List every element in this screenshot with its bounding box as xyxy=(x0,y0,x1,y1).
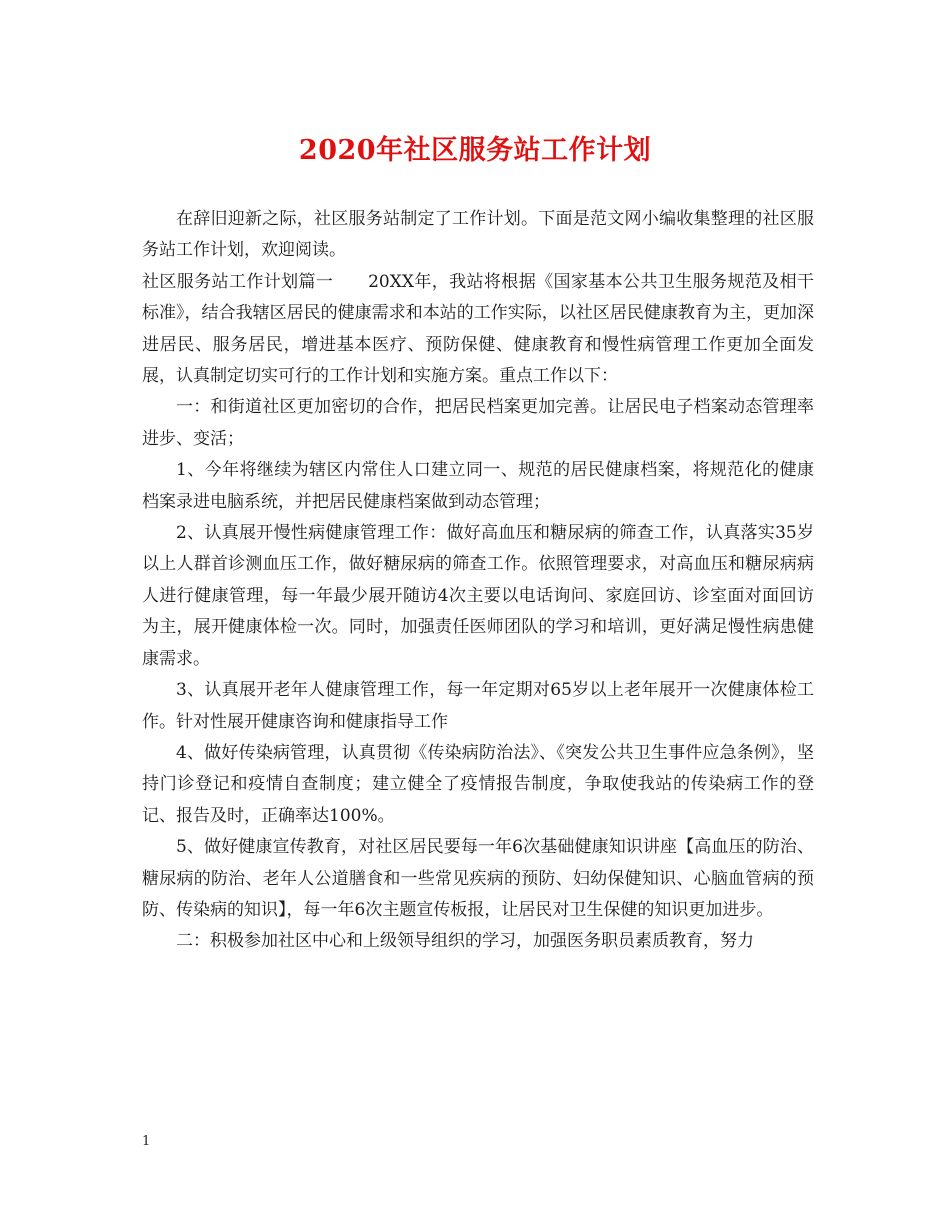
paragraph-item-1: 1、今年将继续为辖区内常住人口建立同一、规范的居民健康档案，将规范化的健康档案录进电脑系统，并把居民健康档案做到动态管理； xyxy=(142,460,814,512)
page-number: 1 xyxy=(142,1134,151,1149)
paragraph-item-4: 4、做好传染病管理，认真贯彻《传染病防治法》、《突发公共卫生事件应急条例》，坚持门诊登记和疫情自查制度；建立健全了疫情报告制度，争取使我站的传染病工作的登记、报告及时，正确率达100%。 xyxy=(142,742,814,826)
paragraph-intro: 在辞旧迎新之际，社区服务站制定了工作计划。下面是范文网小编收集整理的社区服务站工作计划，欢迎阅读。 xyxy=(142,209,814,261)
paragraph-item-2: 2、认真展开慢性病健康管理工作：做好高血压和糖尿病的筛查工作，认真落实35岁以上人群首诊测血压工作，做好糖尿病的筛查工作。依照管理要求，对高血压和糖尿病病人进行健康管理，每一年最少展开随访4次主要以电话询问、家庭回访、诊室面对面回访为主，展开健康体检一次。同时，加强责任医师团队的学习和培训，更好满足慢性病患健康需求。 xyxy=(142,523,814,669)
paragraph-plan-part-one: 社区服务站工作计划篇一 20XX年，我站将根据《国家基本公共卫生服务规范及相干标准》，结合我辖区居民的健康需求和本站的工作实际，以社区居民健康教育为主，更加深进居民、服务居民，增进基本医疗、预防保健、健康教育和慢性病管理工作更加全面发展，认真制定切实可行的工作计划和实施方案。重点工作以下： xyxy=(142,271,814,387)
paragraph-item-5: 5、做好健康宣传教育，对社区居民要每一年6次基础健康知识讲座【高血压的防治、糖尿病的防治、老年人公道膳食和一些常见疾病的预防、妇幼保健知识、心脑血管病的预防、传染病的知识】，每一年6次主题宣传板报，让居民对卫生保健的知识更加进步。 xyxy=(142,837,814,920)
document-body xyxy=(142,204,814,958)
page-title: 2020年社区服务站工作计划 xyxy=(298,135,652,166)
paragraph-section-two: 二：积极参加社区中心和上级领导组织的学习，加强医务职员素质教育，努力 xyxy=(176,931,754,952)
paragraph-section-one: 一：和街道社区更加密切的合作，把居民档案更加完善。让居民电子档案动态管理率进步、变活； xyxy=(142,397,814,449)
paragraph-item-3: 3、认真展开老年人健康管理工作，每一年定期对65岁以上老年展开一次健康体检工作。针对性展开健康咨询和健康指导工作 xyxy=(142,680,814,732)
